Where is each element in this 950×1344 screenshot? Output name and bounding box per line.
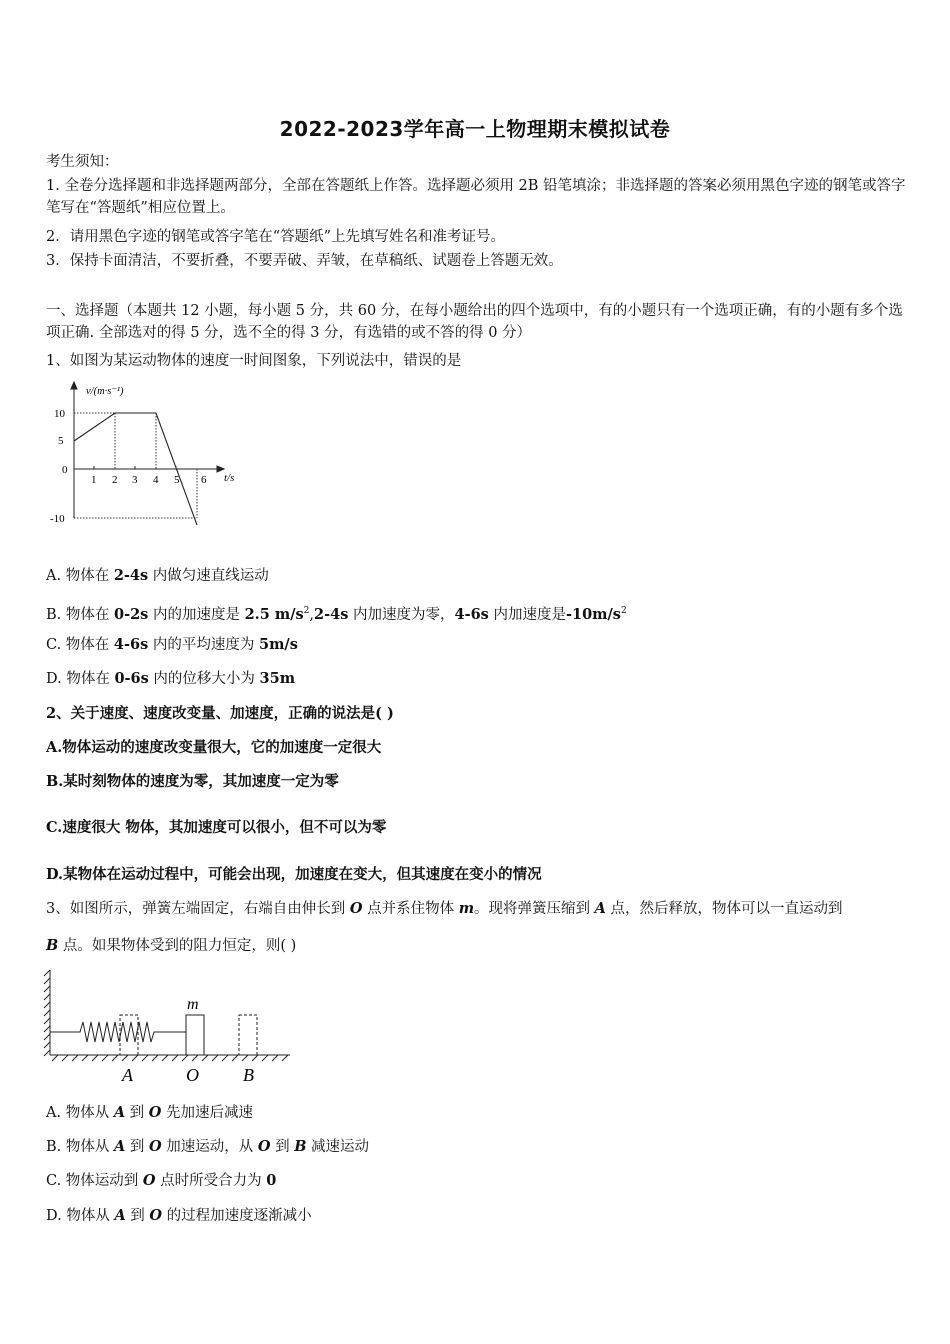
label-o: O [186, 1065, 199, 1085]
position-a-dashed-block [120, 1015, 138, 1055]
q2-option-b: B.某时刻物体的速度为零，其加速度一定为零 [46, 773, 339, 790]
q1-option-c: C. 物体在 4-6s 内的平均速度为 5m/s [46, 636, 298, 653]
y-tick-5: 5 [58, 435, 64, 447]
x-tick-5: 5 [174, 474, 180, 486]
label-b: B [243, 1065, 254, 1085]
q2-stem: 2、关于速度、速度改变量、加速度，正确的说法是( ) [46, 705, 394, 722]
mass-label: m [187, 996, 199, 1013]
page-title: 2022-2023学年高一上物理期末模拟试卷 [279, 117, 671, 141]
notice-item-3: 3．保持卡面清洁，不要折叠，不要弄破、弄皱，在草稿纸、试题卷上答题无效。 [46, 253, 563, 269]
v-axis-label: v/(m·s⁻¹) [86, 386, 124, 397]
x-tick-2: 2 [112, 474, 118, 486]
x-tick-6: 6 [201, 474, 207, 486]
t-axis-label: t/s [224, 472, 235, 484]
mass-block [186, 1015, 204, 1055]
q1-option-b: B. 物体在 0-2s 内的加速度是 2.5 $m/s^2,2-4s$ 内加速度为零，4-6s 内加速度是$-10m/s^2$ [46, 605, 627, 623]
q3-stem-line2: B 点。如果物体受到的阻力恒定，则( ) [46, 937, 297, 954]
x-ticks [91, 474, 207, 486]
x-tick-3: 3 [132, 474, 138, 486]
spring [50, 1022, 186, 1042]
label-a: A [122, 1065, 133, 1085]
v-axis-arrow [71, 382, 77, 389]
floor-hatching [52, 1055, 288, 1061]
q1-option-d: D. 物体在 0-6s 内的位移大小为 35m [46, 670, 296, 687]
x-tick-1: 1 [91, 474, 97, 486]
x-tick-4: 4 [153, 474, 159, 486]
q3-option-d: D. 物体从 A 到 O 的过程加速度逐渐减小 [46, 1207, 312, 1224]
q2-option-d: D.某物体在运动过程中，可能会出现，加速度在变大，但其速度在变小的情况 [46, 866, 542, 883]
q1-option-a: A. 物体在 2-4s 内做匀速直线运动 [46, 567, 269, 584]
q1-stem: 1、如图为某运动物体的速度一时间图象，下列说法中，错误的是 [46, 353, 462, 369]
notice-item-1: 1. 全卷分选择题和非选择题两部分，全部在答题纸上作答。选择题必须用 2B 铅笔填涂；非选择题的答案必须用黑色字迹的钢笔或答字笔写在“答题纸”相应位置上。 [46, 178, 906, 216]
vt-graph [40, 378, 250, 538]
q3-option-c: C. 物体运动到 O 点时所受合力为 0 [46, 1172, 277, 1189]
section-heading: 一、选择题（本题共 12 小题，每小题 5 分，共 60 分，在每小题给出的四个选项中，有的小题只有一个选项正确，有的小题有多个选项正确. 全部选对的得 5 分，选不全的得 3 分，有选错的或不答的得 0 分） [46, 303, 903, 341]
spring-figure [40, 962, 295, 1087]
notice-item-2: 2．请用黑色字迹的钢笔或答字笔在“答题纸”上先填写姓名和准考证号。 [46, 229, 506, 245]
t-axis-arrow [217, 466, 224, 472]
position-b-dashed-block [239, 1015, 257, 1055]
notice-heading: 考生须知： [46, 154, 119, 170]
q3-stem-line1: 3、如图所示，弹簧左端固定，右端自由伸长到 O 点并系住物体 m。现将弹簧压缩到 A 点，然后释放，物体可以一直运动到 [46, 900, 843, 917]
y-tick-0: 0 [62, 464, 68, 476]
q3-option-b: B. 物体从 A 到 O 加速运动，从 O 到 B 减速运动 [46, 1138, 370, 1155]
q3-option-a: A. 物体从 A 到 O 先加速后减速 [46, 1104, 254, 1121]
q2-option-c: C.速度很大 物体，其加速度可以很小，但不可以为零 [46, 819, 387, 836]
y-tick-neg10: -10 [50, 513, 65, 525]
wall-hatching [44, 970, 50, 1056]
q2-option-a: A.物体运动的速度改变量很大，它的加速度一定很大 [46, 739, 382, 756]
y-tick-10: 10 [54, 408, 65, 420]
